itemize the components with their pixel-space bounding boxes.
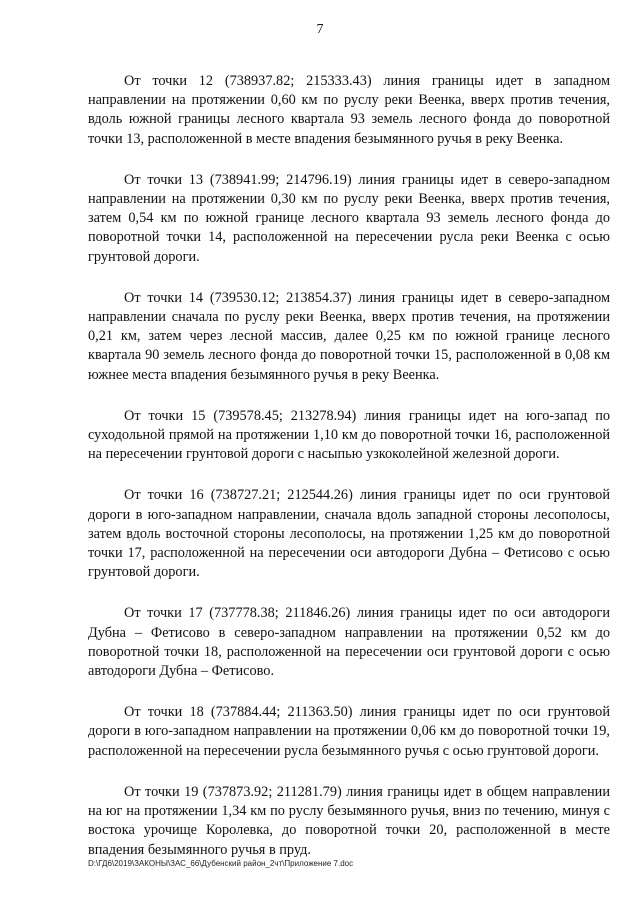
paragraph-point-17: От точки 17 (737778.38; 211846.26) линия границы идет по оси автодороги Дубна – Фетисово в северо-западном направлении на протяжении 0,52 км до поворотной точки 18, расположенной на пересечении оси грунтовой дороги с осью автодороги Дубна – Фетисово. (88, 605, 610, 680)
paragraph-point-16: От точки 16 (738727.21; 212544.26) линия границы идет по оси грунтовой дороги в юго-западном направлении, сначала вдоль западной стороны лесополосы, затем вдоль восточной стороны лесополосы, на протяжении 1,25 км до поворотной точки 17, расположенной на пересечении оси автодороги Дубна – Фетисово с осью грунтовой дороги. (88, 487, 610, 581)
paragraph-point-14: От точки 14 (739530.12; 213854.37) линия границы идет в северо-западном направлении сначала по руслу реки Веенка, вверх против течения, на протяжении 0,21 км, затем через лесной массив, далее 0,25 км по южной границе лесного квартала 90 земель лесного фонда до поворотной точки 15, расположенной в 0,08 км южнее места впадения безымянного ручья в реку Веенка. (88, 289, 610, 383)
paragraph-point-18: От точки 18 (737884.44; 211363.50) линия границы идет по оси грунтовой дороги в юго-западном направлении на протяжении 0,06 км до поворотной точки 19, расположенной на пересечении русла безымянного ручья с осью грунтовой дороги. (88, 704, 610, 759)
document-body (88, 72, 610, 882)
paragraph-point-19: От точки 19 (737873.92; 211281.79) линия границы идет в общем направлении на юг на протяжении 1,34 км по руслу безымянного ручья, вниз по течению, минуя с востока урочище Королевка, до поворотной точки 20, расположенной в месте впадения безымянного ручья в пруд. (88, 783, 610, 858)
paragraph-point-13: От точки 13 (738941.99; 214796.19) линия границы идет в северо-западном направлении на протяжении 0,30 км по руслу реки Веенка, вверх против течения, затем 0,54 км по южной границе лесного квартала 93 земель лесного фонда до поворотной точки 14, расположенной на пересечении русла реки Веенка с осью грунтовой дороги. (88, 171, 610, 265)
footer-file-path: D:\ГД6\2019\ЗАКОНЫ\ЗАС_66\Дубенский район_2чт\Приложение 7.doc (88, 859, 354, 868)
page-number: 7 (316, 22, 324, 37)
paragraph-point-12: От точки 12 (738937.82; 215333.43) линия границы идет в западном направлении на протяжении 0,60 км по руслу реки Веенка, вверх против течения, вдоль южной границы лесного квартала 93 земель лесного фонда до поворотной точки 13, расположенной в месте впадения безымянного ручья в реку Веенка. (88, 73, 610, 147)
paragraph-point-15: От точки 15 (739578.45; 213278.94) линия границы идет на юго-запад по суходольной прямой на протяжении 1,10 км до поворотной точки 16, расположенной на пересечении грунтовой дороги с насыпью узкоколейной железной дороги. (88, 407, 610, 463)
